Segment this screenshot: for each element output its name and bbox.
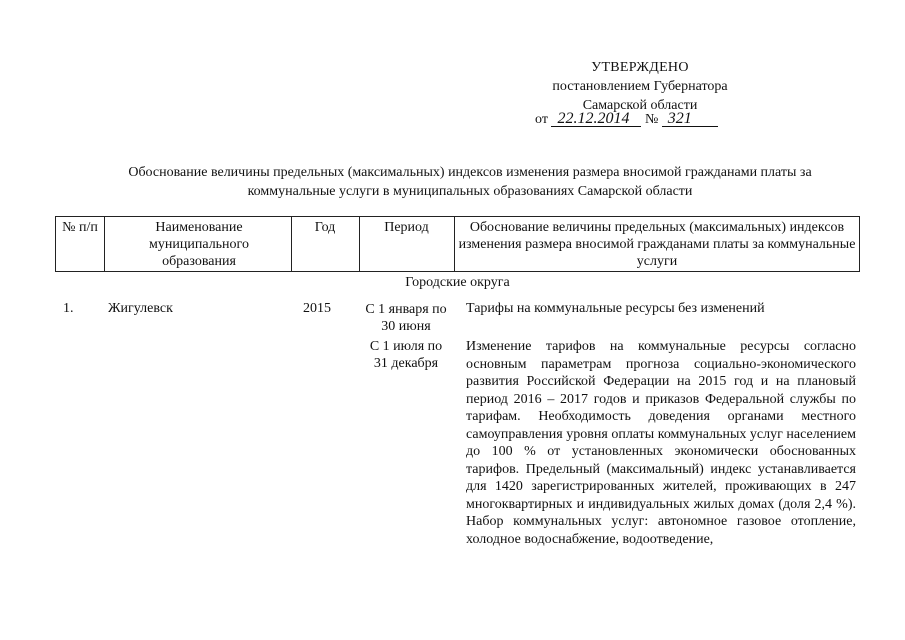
column-divider	[291, 217, 292, 271]
approval-line-2: Самарской области	[582, 98, 698, 113]
column-divider	[104, 217, 105, 271]
row-number: 1.	[63, 301, 74, 316]
handwritten-number: 321	[662, 111, 718, 127]
justification-second-half: Изменение тарифов на коммунальные ресурсы согласно основным параметрам прогноза социально-экономического развития Российской Федерации на 2015 год и на плановый период 2016 – 2017 годов и приказов Федеральной службы по тарифам. Необходимость доведения органами местного самоуправления уровня оплаты коммунальных услуг населением до 100 % от установленных экономически обоснованных тарифов. Предельный (максимальный) индекс устанавливается для 1420 зарегистрированных жителей, проживающих в 247 многоквартирных и индивидуальных жилых домах (доля 2,4 %). Набор коммунальных услуг: автономное газовое отопление, холодное водоснабжение, водоотведение,	[466, 339, 856, 547]
period-first-half: С 1 января по 30 июня	[365, 302, 447, 334]
column-divider	[454, 217, 455, 271]
header-justification: Обоснование величины предельных (максимальных) индексов изменения размера вносимой гражданами платы за коммунальные услуги	[458, 220, 856, 269]
header-name: Наименование муниципального образования	[149, 220, 249, 269]
row-year: 2015	[303, 301, 331, 316]
title-line-2: коммунальные услуги в муниципальных образованиях Самарской области	[247, 184, 693, 199]
period-second-half: С 1 июля по 31 декабря	[369, 339, 443, 371]
municipality-name: Жигулевск	[108, 301, 173, 316]
number-prefix: №	[644, 112, 659, 127]
approval-date-line	[535, 110, 718, 129]
table-header	[55, 216, 860, 272]
header-period: Период	[384, 220, 429, 235]
title-line-1: Обоснование величины предельных (максимальных) индексов изменения размера вносимой гражданами платы за	[128, 165, 812, 180]
section-heading: Городские округа	[405, 275, 510, 290]
date-prefix: от	[535, 112, 548, 127]
approval-title: УТВЕРЖДЕНО	[591, 60, 689, 75]
handwritten-date: 22.12.2014	[551, 111, 641, 127]
approval-stamp	[520, 58, 760, 115]
header-year: Год	[314, 220, 336, 235]
document-title	[60, 163, 880, 201]
header-num: № п/п	[62, 220, 98, 235]
column-divider	[359, 217, 360, 271]
approval-line-1: постановлением Губернатора	[552, 79, 728, 94]
justification-first-half: Тарифы на коммунальные ресурсы без изменений	[466, 301, 765, 316]
